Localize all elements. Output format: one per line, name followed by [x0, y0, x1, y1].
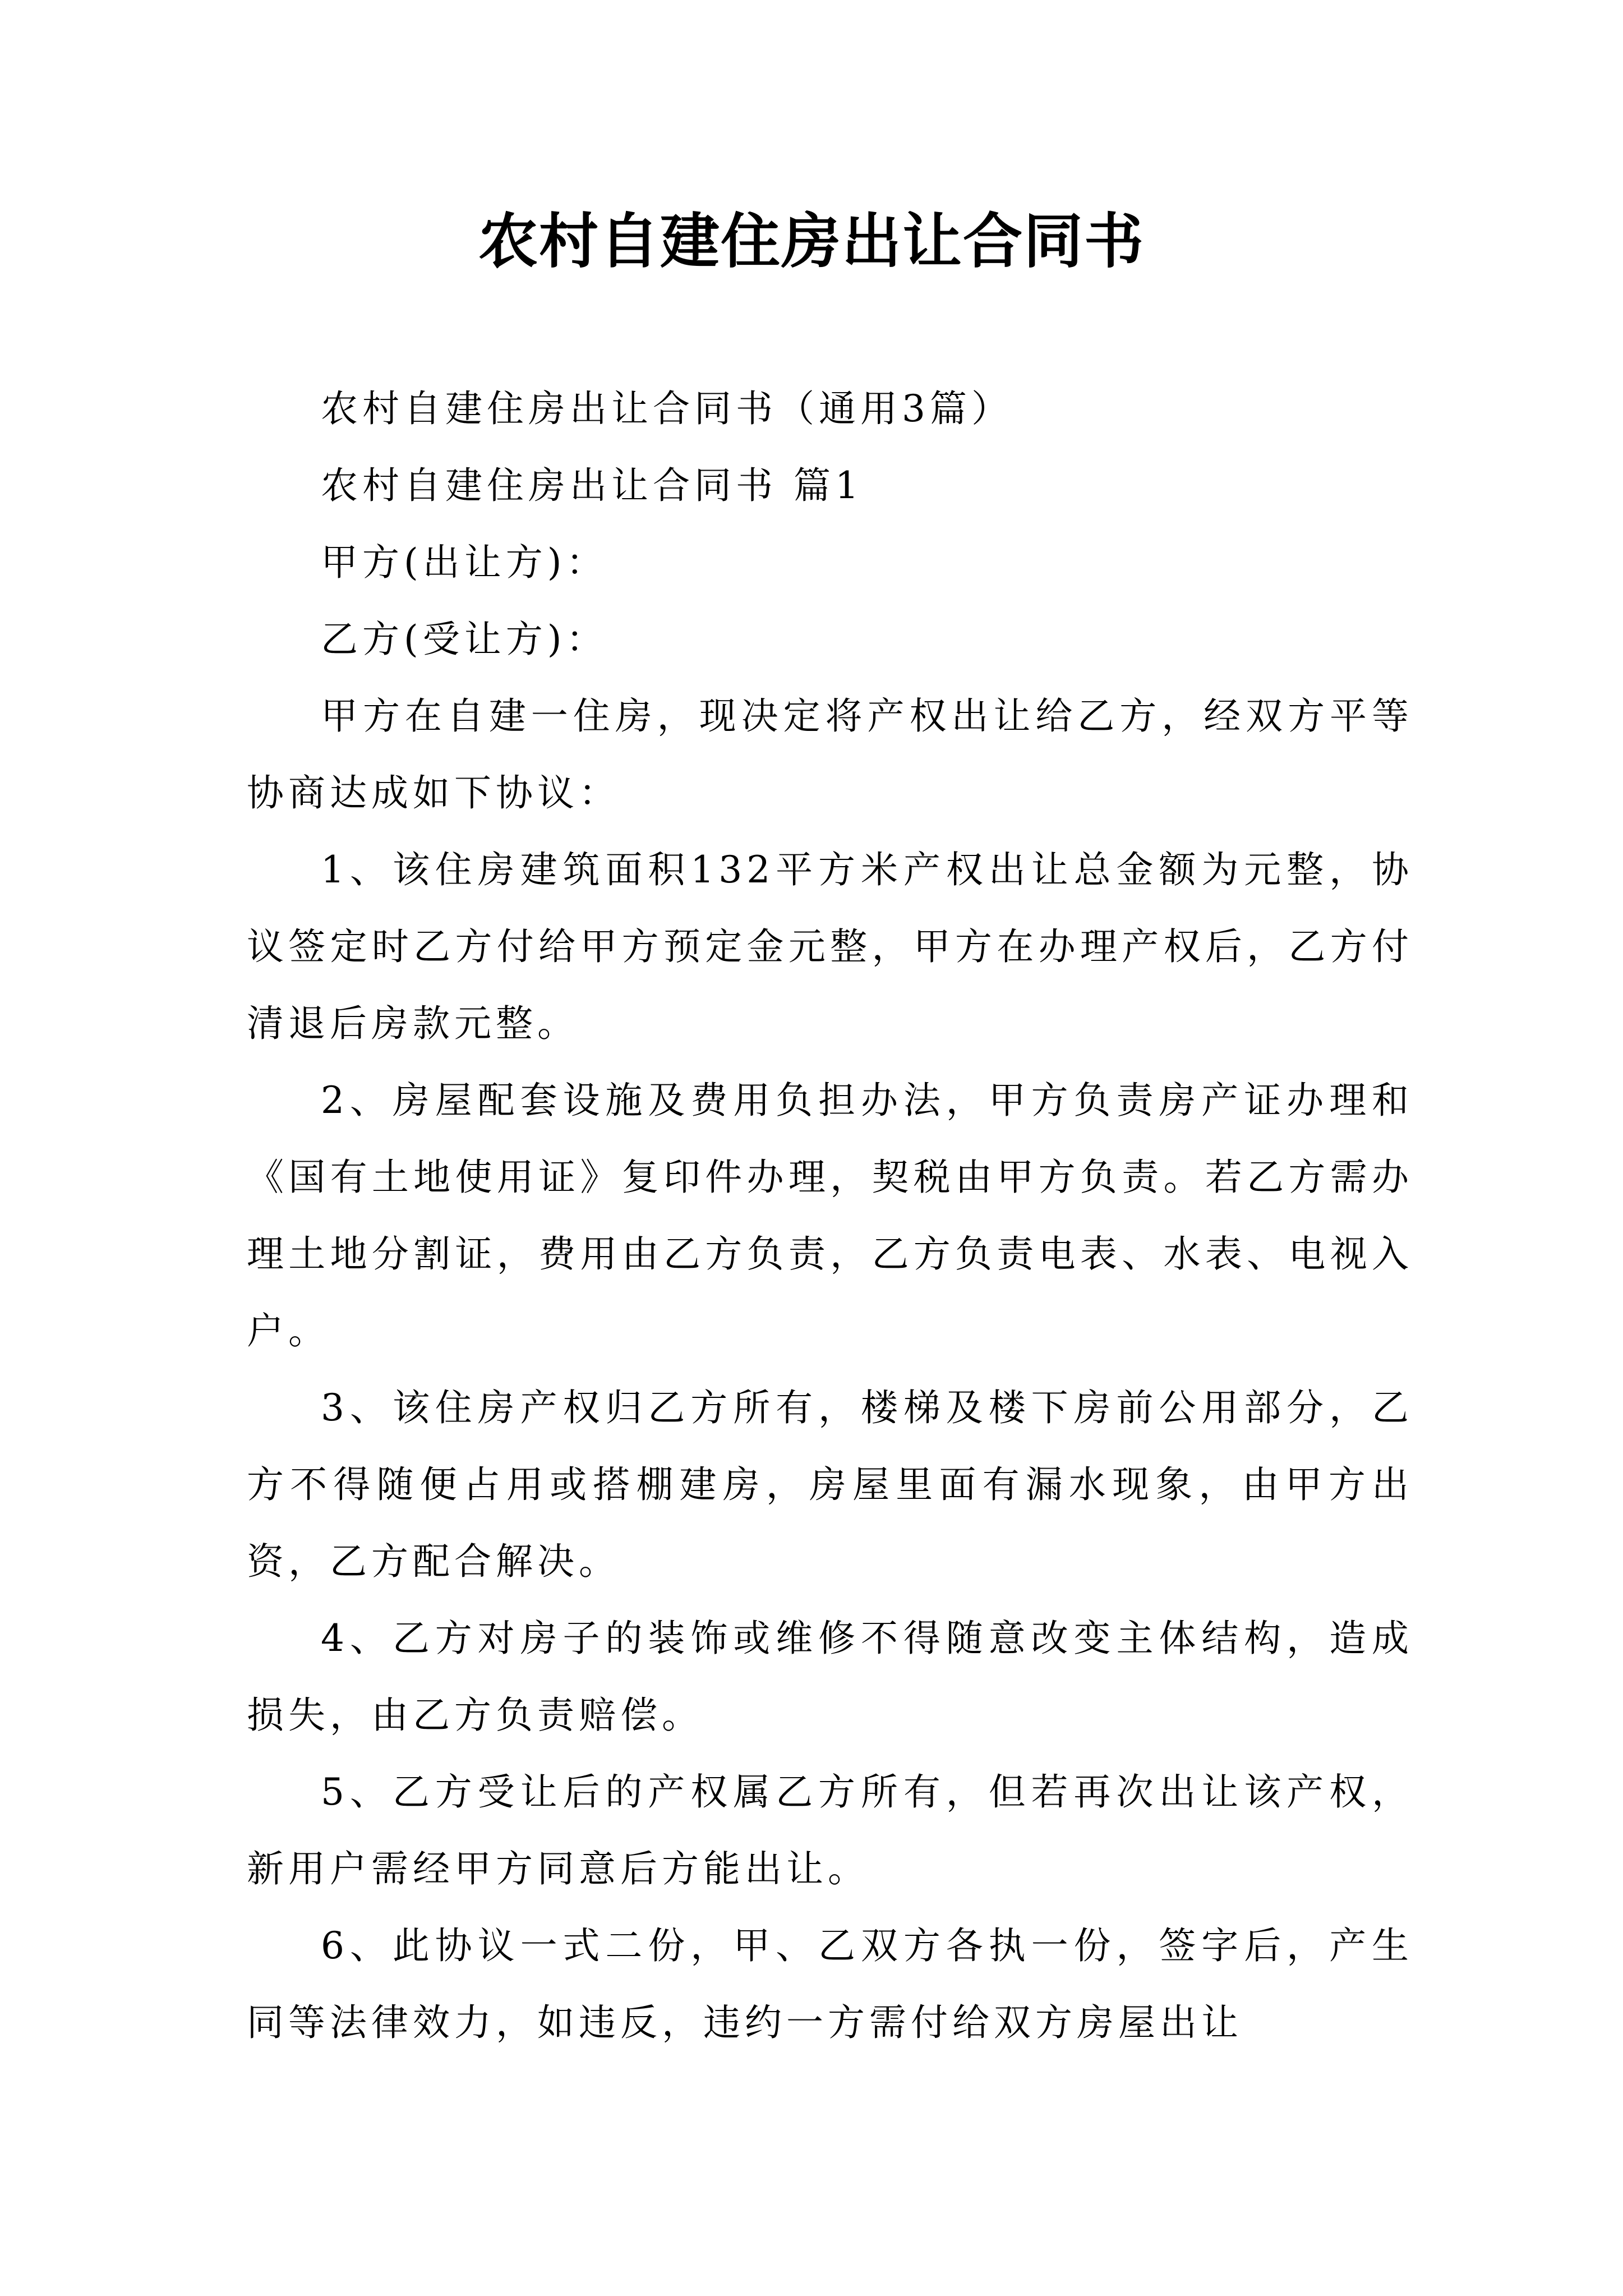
paragraph-clause-1: 1、该住房建筑面积132平方米产权出让总金额为元整，协议签定时乙方付给甲方预定金元整，甲方在办理产权后，乙方付清退后房款元整。: [247, 848, 1413, 1045]
paragraph-clause-2: 2、房屋配套设施及费用负担办法，甲方负责房产证办理和《国有土地使用证》复印件办理，契税由甲方负责。若乙方需办理土地分割证，费用由乙方负责，乙方负责电表、水表、电视入户。: [247, 1079, 1413, 1352]
paragraph-section-heading: 农村自建住房出让合同书 篇1: [321, 464, 863, 507]
paragraph-clause-4: 4、乙方对房子的装饰或维修不得随意改变主体结构，造成损失，由乙方负责赔偿。: [247, 1617, 1413, 1737]
paragraph-clause-3: 3、该住房产权归乙方所有，楼梯及楼下房前公用部分，乙方不得随便占用或搭棚建房，房屋里面有漏水现象，由甲方出资，乙方配合解决。: [247, 1386, 1413, 1583]
paragraph-subtitle: 农村自建住房出让合同书（通用3篇）: [321, 387, 1013, 430]
paragraph-party-b: 乙方(受让方)：: [321, 618, 608, 661]
document-title: 农村自建住房出让合同书: [478, 206, 1145, 276]
paragraph-intro: 甲方在自建一住房，现决定将产权出让给乙方，经双方平等协商达成如下协议：: [247, 694, 1413, 815]
paragraph-party-a: 甲方(出让方)：: [321, 541, 608, 584]
paragraph-clause-5: 5、乙方受让后的产权属乙方所有，但若再次出让该产权，新用户需经甲方同意后方能出让。: [247, 1770, 1413, 1890]
document-body: [247, 370, 1413, 2061]
paragraph-clause-6: 6、此协议一式二份，甲、乙双方各执一份，签字后，产生同等法律效力，如违反，违约一方需付给双方房屋出让: [247, 1924, 1413, 2044]
